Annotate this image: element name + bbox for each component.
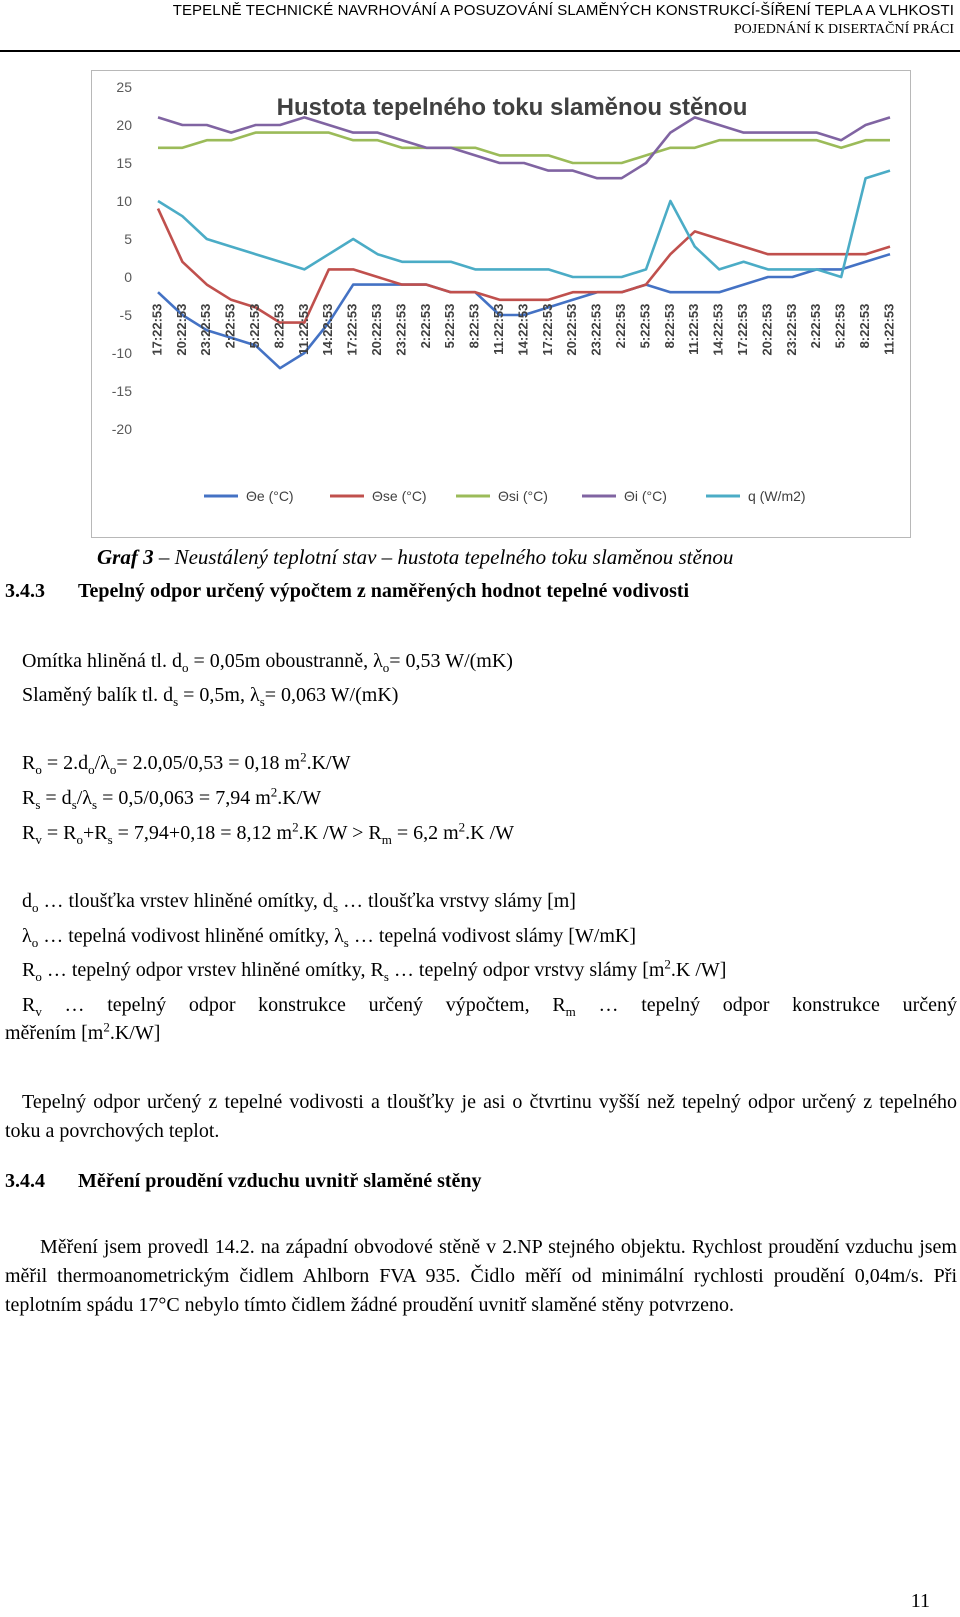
x-tick-label: 2:22:53 xyxy=(417,303,433,349)
text-run: měřením [m xyxy=(5,1022,104,1044)
chart-title: Hustota tepelného toku slaměnou stěnou xyxy=(276,94,748,121)
text-run: = R xyxy=(41,822,77,844)
x-tick-label: 5:22:53 xyxy=(247,303,263,349)
caption-text: – Neustálený teplotní stav – hustota tepelného toku slaměnou stěnou xyxy=(153,545,734,569)
text-run: R xyxy=(22,787,36,809)
superscript: 2 xyxy=(270,784,278,800)
y-tick-label: -20 xyxy=(111,421,132,437)
equation-rv xyxy=(22,819,515,847)
paragraph-conclusion: Tepelný odpor určený z tepelné vodivosti a tloušťky je asi o čtvrtinu vyšší než tepelný odpor určený z tepelného toku a povrchových teplot. xyxy=(5,1091,957,1142)
subscript: o xyxy=(32,900,39,915)
text-run: = 0,5/0,063 = 7,94 m xyxy=(97,787,271,809)
x-tick-label: 8:22:53 xyxy=(661,303,677,349)
superscript: 2 xyxy=(103,1019,110,1035)
x-tick-label: 2:22:53 xyxy=(613,303,629,349)
text-run: .K /W] xyxy=(670,959,727,981)
text-run: = 2.0,05/0,53 = 0,18 m xyxy=(116,752,301,774)
x-tick-label: 14:22:53 xyxy=(515,303,531,356)
material-plaster xyxy=(22,650,513,673)
x-tick-label: 14:22:53 xyxy=(710,303,726,356)
x-tick-label: 11:22:53 xyxy=(491,303,507,355)
y-tick-label: 25 xyxy=(116,79,132,95)
text-run: +R xyxy=(82,822,108,844)
text-run: .K/W] xyxy=(109,1022,161,1044)
page-number: 11 xyxy=(910,1590,930,1612)
subscript: s xyxy=(107,832,113,847)
series-line xyxy=(158,171,890,277)
y-tick-label: 5 xyxy=(124,231,132,247)
x-tick-label: 11:22:53 xyxy=(295,303,311,355)
text-run: … tepelný odpor vrstvy slámy [m xyxy=(388,959,665,981)
y-tick-label: -10 xyxy=(111,345,132,361)
header-subtitle: POJEDNÁNÍ K DISERTAČNÍ PRÁCI xyxy=(733,22,954,37)
text-run: R xyxy=(22,822,36,844)
subscript: s xyxy=(71,797,77,812)
text-run: R xyxy=(22,994,36,1016)
x-tick-label: 20:22:53 xyxy=(759,303,775,356)
x-tick-label: 14:22:53 xyxy=(320,303,336,356)
subscript: o xyxy=(31,935,39,950)
x-tick-label: 5:22:53 xyxy=(637,303,653,349)
text-run: = 0,53 W/(mK) xyxy=(389,650,513,672)
subscript: o xyxy=(88,762,95,777)
subscript: s xyxy=(259,694,265,709)
x-tick-label: 5:22:53 xyxy=(442,303,458,349)
x-tick-label: 17:22:53 xyxy=(735,303,751,356)
text-run: = 7,94+0,18 = 8,12 m xyxy=(112,822,293,844)
superscript: 2 xyxy=(458,819,466,835)
text-run: … tepelná vodivost slámy [W/mK] xyxy=(348,925,637,947)
definition-lambda xyxy=(22,925,636,948)
caption-label: Graf 3 xyxy=(97,545,154,569)
section-number: 3.4.4 xyxy=(5,1170,45,1192)
superscript: 2 xyxy=(664,956,671,972)
definition-rv-cont xyxy=(5,1019,161,1045)
text-run: .K/W xyxy=(277,787,322,809)
subscript: s xyxy=(173,694,179,709)
series-line xyxy=(158,133,890,163)
x-tick-label: 8:22:53 xyxy=(271,303,287,349)
section-title: Měření proudění vzduchu uvnitř slaměné stěny xyxy=(78,1170,482,1192)
text-run: λ xyxy=(22,925,32,947)
subscript: s xyxy=(383,969,389,984)
text-run: = 0,05m oboustranně, λ xyxy=(188,650,383,672)
text-run: … tepelný odpor vrstev hliněné omítky, R xyxy=(41,959,384,981)
text-run: = 6,2 m xyxy=(391,822,459,844)
subscript: m xyxy=(381,832,392,847)
x-tick-label: 2:22:53 xyxy=(222,303,238,349)
x-tick-label: 23:22:53 xyxy=(783,303,799,356)
x-tick-label: 17:22:53 xyxy=(344,303,360,356)
x-tick-label: 20:22:53 xyxy=(564,303,580,356)
text-run: /λ xyxy=(94,752,110,774)
x-tick-label: 8:22:53 xyxy=(466,303,482,349)
subscript: v xyxy=(35,832,42,847)
material-straw xyxy=(22,684,398,707)
text-run: … tepelný odpor konstrukce určený xyxy=(575,994,958,1016)
subscript: o xyxy=(35,969,42,984)
heat-flux-chart xyxy=(91,70,911,538)
definition-rv xyxy=(22,994,957,1017)
text-run: = 0,063 W/(mK) xyxy=(264,684,399,706)
text-run: Omítka hliněná tl. d xyxy=(22,650,182,672)
x-tick-label: 20:22:53 xyxy=(369,303,385,356)
x-tick-label: 20:22:53 xyxy=(173,303,189,356)
text-run: R xyxy=(22,752,36,774)
y-tick-label: 10 xyxy=(116,193,132,209)
text-run: = 2.d xyxy=(41,752,89,774)
x-tick-label: 11:22:53 xyxy=(686,303,702,355)
subscript: m xyxy=(565,1004,576,1019)
text-run: .K/W xyxy=(306,752,351,774)
text-run: … tepelný odpor konstrukce určený výpočtem, R xyxy=(41,994,566,1016)
section-heading-343 xyxy=(5,580,689,603)
section-number: 3.4.3 xyxy=(5,580,45,602)
subscript: o xyxy=(35,762,42,777)
subscript: o xyxy=(382,660,390,675)
subscript: s xyxy=(35,797,41,812)
legend-label: Θe (°C) xyxy=(246,488,294,504)
text-run: = 0,5m, λ xyxy=(178,684,260,706)
text-run: /λ xyxy=(76,787,93,809)
y-tick-label: 15 xyxy=(116,155,132,171)
subscript: o xyxy=(109,762,117,777)
text-run: R xyxy=(22,959,36,981)
x-tick-label: 11:22:53 xyxy=(881,303,897,355)
superscript: 2 xyxy=(300,749,307,765)
x-tick-label: 17:22:53 xyxy=(149,303,165,356)
series-line xyxy=(158,117,890,178)
y-tick-label: 0 xyxy=(124,269,132,285)
subscript: s xyxy=(343,935,349,950)
x-tick-label: 8:22:53 xyxy=(857,303,873,349)
superscript: 2 xyxy=(292,819,299,835)
x-tick-label: 23:22:53 xyxy=(393,303,409,356)
legend-label: Θi (°C) xyxy=(624,488,667,504)
x-tick-label: 5:22:53 xyxy=(832,303,848,349)
legend-label: q (W/m2) xyxy=(748,488,806,504)
legend-label: Θse (°C) xyxy=(372,488,427,504)
x-tick-label: 23:22:53 xyxy=(588,303,604,356)
equation-ro xyxy=(22,749,351,777)
running-header xyxy=(0,0,960,52)
subscript: v xyxy=(35,1004,42,1019)
definition-r xyxy=(22,956,727,984)
text-run: Slaměný balík tl. d xyxy=(22,684,174,706)
subscript: s xyxy=(92,797,98,812)
subscript: o xyxy=(181,660,189,675)
section-heading-344 xyxy=(5,1170,482,1193)
subscript: s xyxy=(332,900,338,915)
y-tick-label: 20 xyxy=(116,117,132,133)
text-run: = d xyxy=(40,787,72,809)
text-run: … tloušťka vrstev hliněné omítky, d xyxy=(38,890,333,912)
subscript: o xyxy=(76,832,83,847)
header-title: TEPELNĚ TECHNICKÉ NAVRHOVÁNÍ A POSUZOVÁNÍ SLAMĚNÝCH KONSTRUKCÍ-ŠÍŘENÍ TEPLA A VLHKOSTI xyxy=(172,2,954,19)
text-run: d xyxy=(22,890,32,912)
text-run: … tloušťka vrstvy slámy [m] xyxy=(338,890,576,912)
x-tick-label: 17:22:53 xyxy=(539,303,555,356)
text-run: … tepelná vodivost hliněné omítky, λ xyxy=(38,925,344,947)
y-tick-label: -15 xyxy=(111,383,132,399)
section-title: Tepelný odpor určený výpočtem z naměřených hodnot tepelné vodivosti xyxy=(78,580,690,602)
chart-svg xyxy=(92,71,910,537)
legend-label: Θsi (°C) xyxy=(498,488,548,504)
figure-caption xyxy=(97,545,733,570)
y-tick-label: -5 xyxy=(119,307,132,323)
x-tick-label: 2:22:53 xyxy=(808,303,824,349)
text-run: .K /W > R xyxy=(298,822,382,844)
equation-rs xyxy=(22,784,322,812)
definition-d xyxy=(22,890,576,913)
paragraph-airflow: Měření jsem provedl 14.2. na západní obvodové stěně v 2.NP stejného objektu. Rychlost proudění vzduchu jsem měřil thermoanometrickým čidlem Ahlborn FVA 935. Čidlo měří od minimální rychlosti proudění 0,04m/s. Při teplotním spádu 17°C nebylo tímto čidlem žádné proudění uvnitř slaměné stěny potvrzeno. xyxy=(5,1236,957,1316)
x-tick-label: 23:22:53 xyxy=(198,303,214,356)
text-run: .K /W xyxy=(465,822,515,844)
